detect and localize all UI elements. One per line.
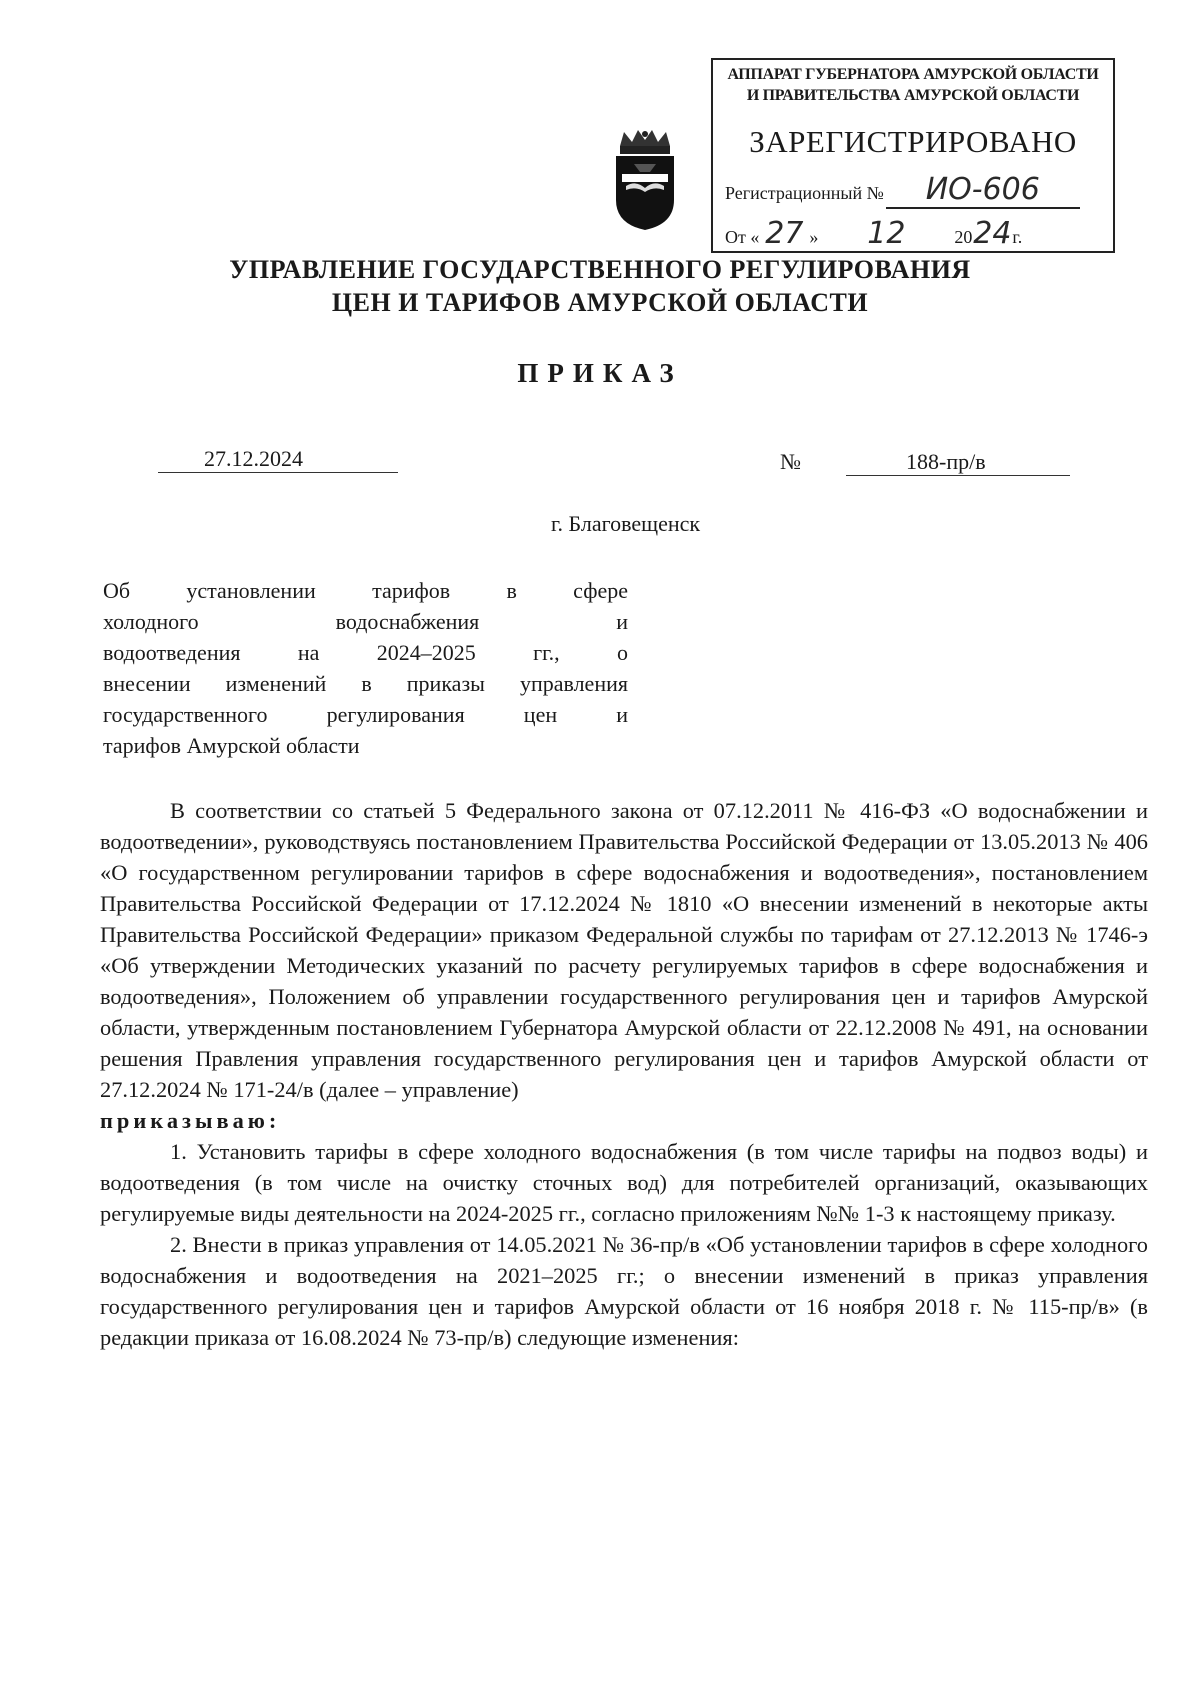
stamp-date-year-g: г. (1012, 227, 1023, 247)
order-subject (103, 575, 628, 761)
stamp-reg-label: Регистрационный № (725, 183, 884, 203)
subject-line: холодного водоснабжения и (103, 609, 628, 634)
stamp-org-line2: И ПРАВИТЕЛЬСТВА АМУРСКОЙ ОБЛАСТИ (746, 87, 1080, 104)
order-directive: приказываю: (100, 1108, 281, 1133)
subject-line: государственного регулирования цен и (103, 702, 628, 727)
preamble-paragraph: В соответствии со статьей 5 Федерального закона от 07.12.2011 № 416-ФЗ «О водоснабжении и водоотведении», руководствуясь постановлением Правительства Российской Федерации от 13.05.2013 № 406 «О государственном регулировании тарифов в сфере водоснабжения и водоотведения», постановлением Правительства Российской Федерации от 17.12.2024 № 1810 «О внесении изменений в некоторые акты Правительства Российской Федерации» приказом Федеральной службы по тарифам от 27.12.2013 № 1746-э «Об утверждении Методических указаний по расчету регулируемых тарифов в сфере водоснабжения и водоотведения», Положением об управлении государственного регулирования цен и тарифов Амурской области, утвержденным постановлением Губернатора Амурской области от 22.12.2008 № 491, на основании решения Правления управления государственного регулирования цен и тарифов Амурской области от 27.12.2024 № 171-24/в (далее – управление) (100, 798, 1148, 1102)
agency-name-line2: ЦЕН И ТАРИФОВ АМУРСКОЙ ОБЛАСТИ (331, 288, 869, 317)
stamp-status: ЗАРЕГИСТРИРОВАНО (749, 124, 1077, 159)
stamp-date-prefix: От « (725, 227, 760, 247)
stamp-date-month: 12 (867, 216, 906, 251)
stamp-org-line1: АППАРАТ ГУБЕРНАТОРА АМУРСКОЙ ОБЛАСТИ (727, 66, 1099, 83)
item-1-paragraph: 1. Установить тарифы в сфере холодного водоснабжения (в том числе тарифы на подвоз воды) и водоотведения (в том числе на очистку сточных вод) для потребителей организаций, оказывающих регулируемые виды деятельности на 2024-2025 гг., согласно приложениям №№ 1-3 к настоящему приказу. (100, 1139, 1148, 1226)
date-underline (158, 472, 398, 473)
stamp-date-row (725, 216, 1022, 253)
subject-line: водоотведения на 2024–2025 гг., о (103, 640, 628, 665)
agency-name-line1: УПРАВЛЕНИЕ ГОСУДАРСТВЕННОГО РЕГУЛИРОВАНИЯ (229, 255, 971, 284)
stamp-reg-row (725, 172, 1080, 209)
stamp-reg-number: ИО-606 (925, 172, 1040, 207)
crown-icon (620, 130, 670, 154)
stamp-date-quote-close: » (809, 227, 819, 247)
document-body (100, 795, 1148, 1353)
city: г. Благовещенск (551, 511, 701, 536)
registration-stamp (711, 58, 1115, 253)
order-number: 188-пр/в (906, 449, 986, 474)
subject-line: Об установлении тарифов в сфере (103, 578, 628, 603)
number-underline (846, 475, 1070, 476)
document-title: ПРИКАЗ (517, 358, 683, 388)
coat-of-arms-emblem (610, 128, 680, 232)
subject-line: тарифов Амурской области (103, 733, 360, 758)
stamp-date-year-prefix: 20 (954, 227, 973, 247)
stamp-date-day: 27 (765, 216, 804, 251)
item-2-paragraph: 2. Внести в приказ управления от 14.05.2021 № 36-пр/в «Об установлении тарифов в сфере холодного водоснабжения и водоотведения на 2021–2025 гг.; о внесении изменений в приказ управления государственного регулирования цен и тарифов Амурской области от 16 ноября 2018 г. № 115-пр/в» (в редакции приказа от 16.08.2024 № 73-пр/в) следующие изменения: (100, 1232, 1148, 1350)
subject-line: внесении изменений в приказы управления (103, 671, 628, 696)
order-number-label: № (780, 449, 801, 474)
stamp-date-year-suffix: 24 (973, 216, 1012, 251)
order-date: 27.12.2024 (204, 446, 303, 471)
